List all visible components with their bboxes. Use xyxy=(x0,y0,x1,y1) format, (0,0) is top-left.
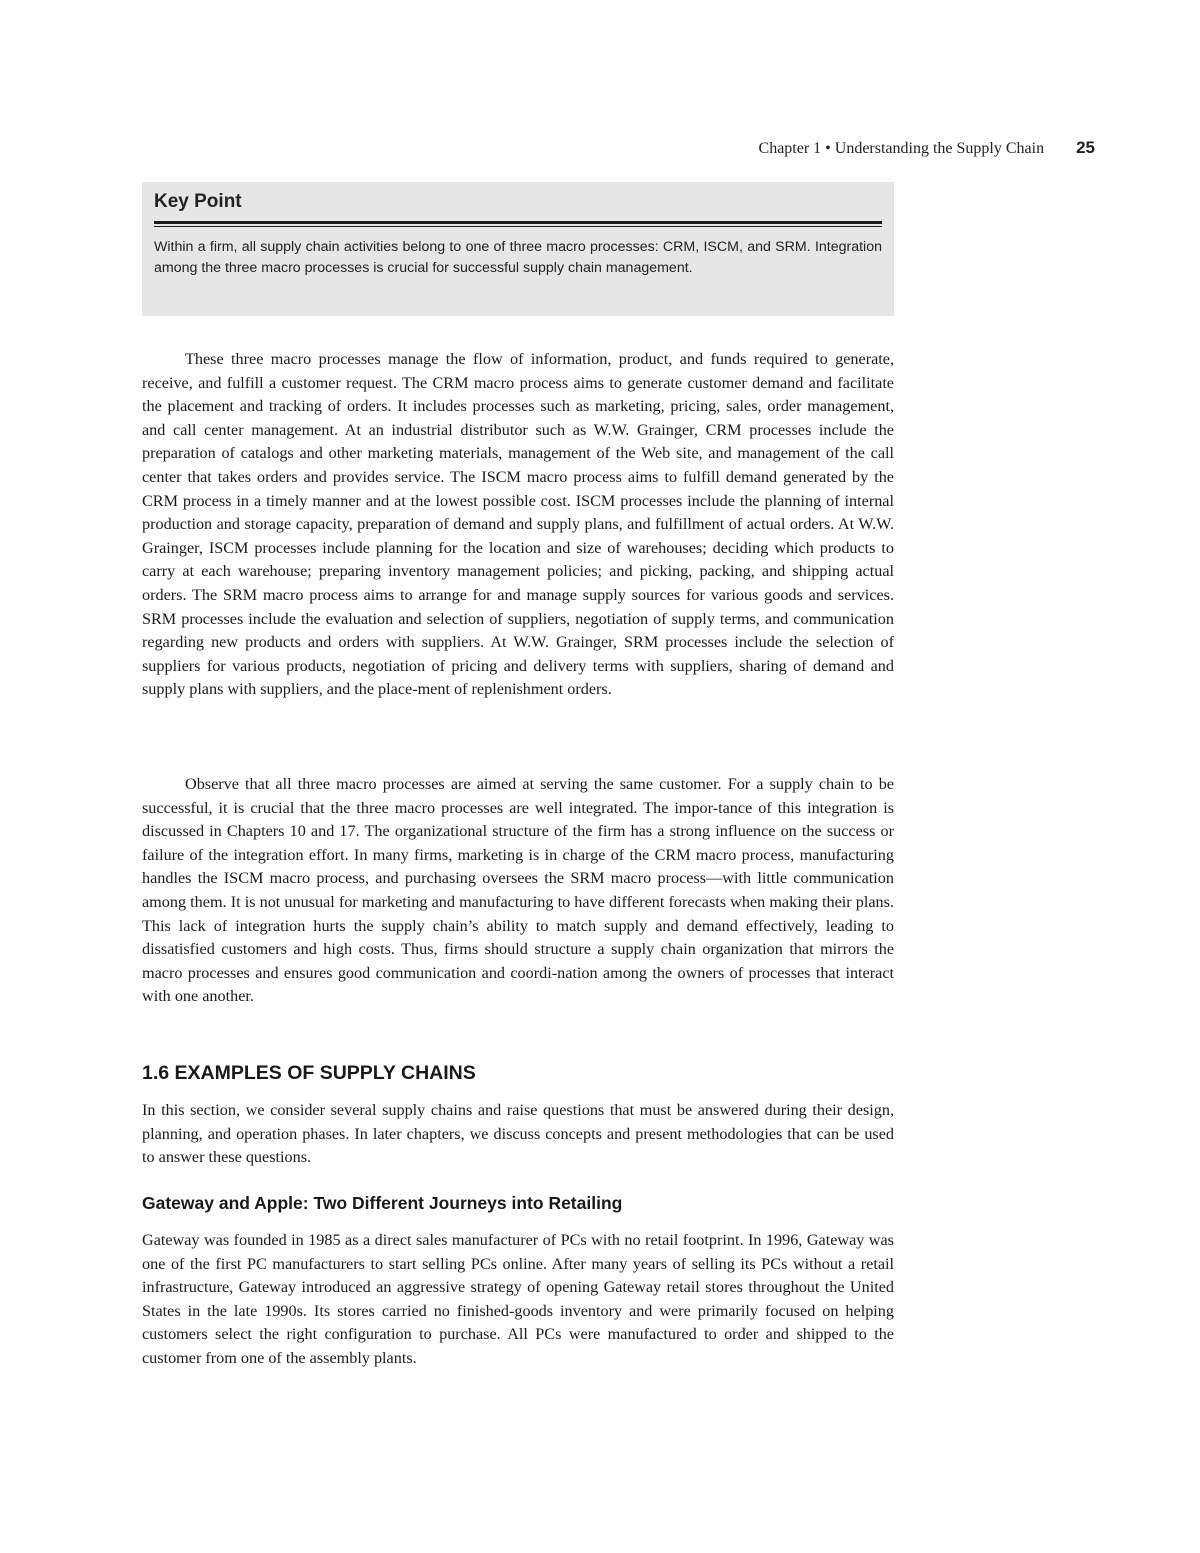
subsection-heading: Gateway and Apple: Two Different Journeys into Retailing xyxy=(142,1193,623,1213)
paragraph-integration: Observe that all three macro processes are aimed at serving the same customer. For a supply chain to be successful, it is crucial that the three macro processes are well integrated. The impor-tance of this integration is discussed in Chapters 10 and 17. The organizational structure of the firm has a strong influence on the success or failure of the integration effort. In many firms, marketing is in charge of the CRM macro process, manufacturing handles the ISCM macro process, and purchasing oversees the SRM macro process—with little communication among them. It is not unusual for marketing and manufacturing to have different forecasts when making their plans. This lack of integration hurts the supply chain’s ability to match supply and demand effectively, leading to dissatisfied customers and high costs. Thus, firms should structure a supply chain organization that mirrors the macro processes and ensures good communication and coordi-nation among the owners of processes that interact with one another. xyxy=(142,775,894,1006)
key-point-box xyxy=(142,182,894,316)
section-heading: 1.6 EXAMPLES OF SUPPLY CHAINS xyxy=(142,1062,476,1084)
page-number: 25 xyxy=(1076,138,1095,157)
paragraph-section-intro: In this section, we consider several supply chains and raise questions that must be answered during their design, planning, and operation phases. In later chapters, we discuss concepts and present methodologies that can be used to answer these questions. xyxy=(142,1101,894,1167)
chapter-title: Chapter 1 • Understanding the Supply Chain xyxy=(758,140,1045,157)
key-point-text: Within a firm, all supply chain activities belong to one of three macro processes: CRM, ISCM, and SRM. Integration among the three macro processes is crucial for successful supply chain management. xyxy=(154,239,882,276)
running-head xyxy=(759,138,1095,158)
key-point-divider xyxy=(154,221,882,227)
paragraph-gateway: Gateway was founded in 1985 as a direct sales manufacturer of PCs with no retail footprint. In 1996, Gateway was one of the first PC manufacturers to start selling PCs online. After many years of selling its PCs without a retail infrastructure, Gateway introduced an aggressive strategy of opening Gateway retail stores throughout the United States in the late 1990s. Its stores carried no finished-goods inventory and were primarily focused on helping customers select the right configuration to purchase. All PCs were manufactured to order and shipped to the customer from one of the assembly plants. xyxy=(142,1231,894,1367)
paragraph-macro-processes: These three macro processes manage the flow of information, product, and funds required to generate, receive, and fulfill a customer request. The CRM macro process aims to generate customer demand and facilitate the placement and tracking of orders. It includes processes such as marketing, pricing, sales, order management, and call center management. At an industrial distributor such as W.W. Grainger, CRM processes include the preparation of catalogs and other marketing materials, management of the Web site, and management of the call center that takes orders and provides service. The ISCM macro process aims to fulfill demand generated by the CRM process in a timely manner and at the lowest possible cost. ISCM processes include the planning of internal production and storage capacity, preparation of demand and supply plans, and fulfillment of actual orders. At W.W. Grainger, ISCM processes include planning for the location and size of warehouses; deciding which products to carry at each warehouse; preparing inventory management policies; and picking, packing, and shipping actual orders. The SRM macro process aims to arrange for and manage supply sources for various goods and services. SRM processes include the evaluation and selection of suppliers, negotiation of supply terms, and communication regarding new products and orders with suppliers. At W.W. Grainger, SRM processes include the selection of suppliers for various products, negotiation of pricing and delivery terms with suppliers, sharing of demand and supply plans with suppliers, and the place-ment of replenishment orders. xyxy=(142,350,894,699)
key-point-title: Key Point xyxy=(154,191,242,212)
